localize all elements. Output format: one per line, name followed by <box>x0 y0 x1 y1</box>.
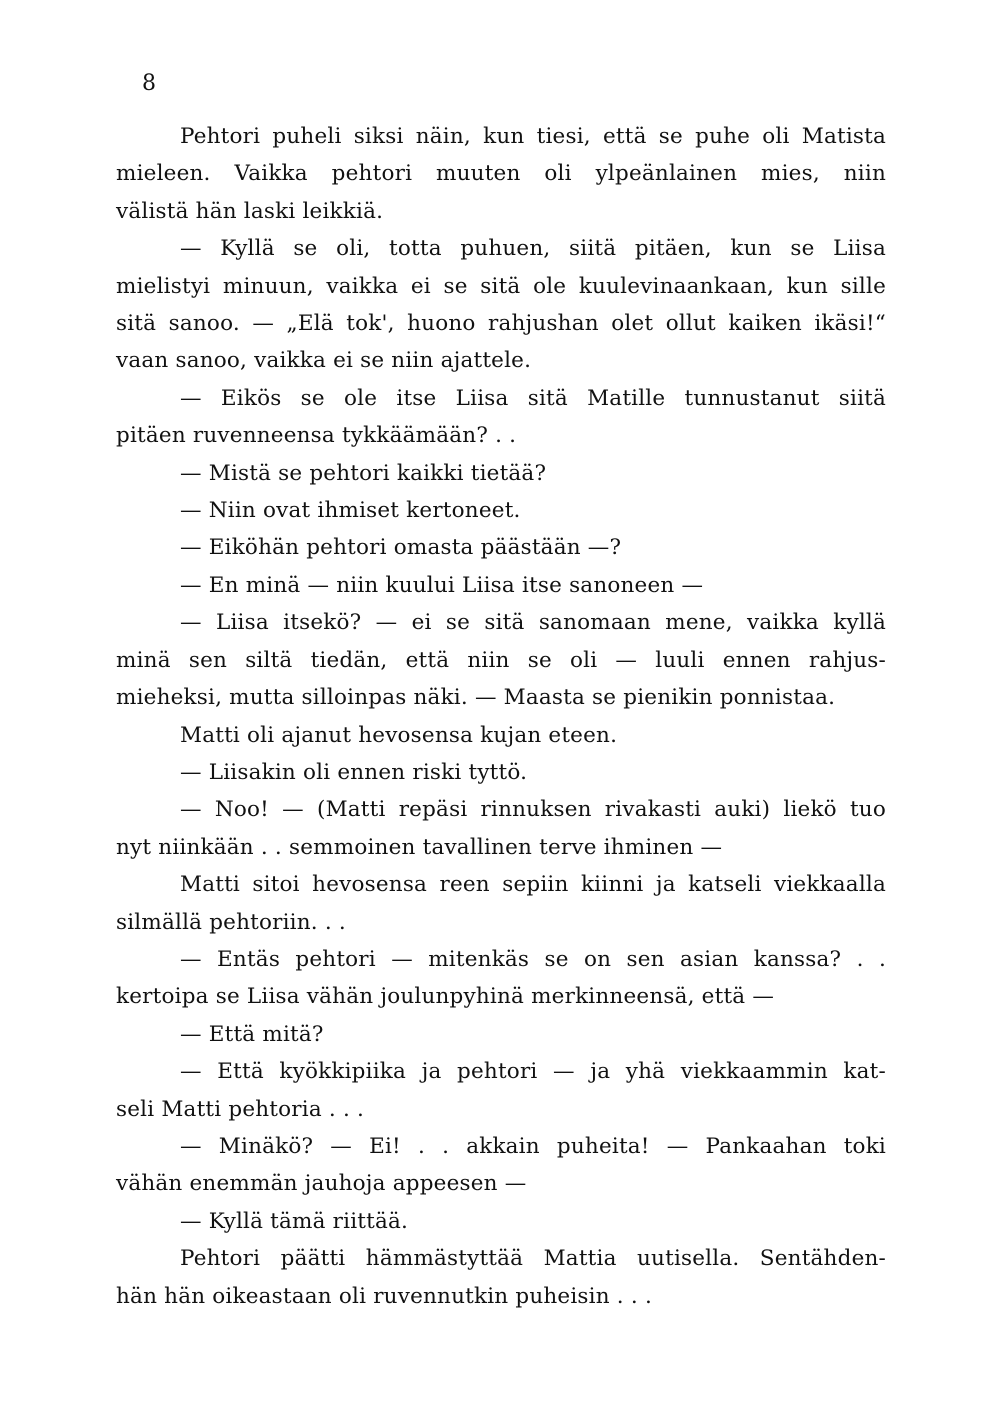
paragraph <box>116 492 886 529</box>
text-line: vähän enemmän jauhoja appeesen — <box>116 1171 527 1197</box>
text-line: — Niin ovat ihmiset kertoneet. <box>180 498 521 524</box>
text-line: — Entäs pehtori — mitenkäs se on sen asian kanssa? . . <box>180 946 886 972</box>
text-line: — En minä — niin kuului Liisa itse sanoneen — <box>180 572 704 598</box>
text-line: — Mistä se pehtori kaikki tietää? <box>180 460 547 486</box>
paragraph <box>116 1016 886 1053</box>
paragraph <box>116 1128 886 1203</box>
text-line: välistä hän laski leikkiä. <box>116 198 384 224</box>
text-line: seli Matti pehtoria . . . <box>116 1096 365 1122</box>
text-line: — Että kyökkipiika ja pehtori — ja yhä viekkaammin kat- <box>180 1059 886 1085</box>
paragraph <box>116 230 886 380</box>
text-line: Matti oli ajanut hevosensa kujan eteen. <box>180 722 618 748</box>
paragraph <box>116 604 886 716</box>
paragraph <box>116 1203 886 1240</box>
paragraph <box>116 1240 886 1315</box>
paragraph <box>116 717 886 754</box>
paragraph <box>116 455 886 492</box>
text-line: silmällä pehtoriin. . . <box>116 909 346 935</box>
text-line: nyt niinkään . . semmoinen tavallinen terve ihminen — <box>116 834 723 860</box>
text-line: — Liisakin oli ennen riski tyttö. <box>180 759 528 785</box>
paragraph <box>116 567 886 604</box>
text-line: pitäen ruvenneensa tykkäämään? . . <box>116 423 517 449</box>
text-line: — Liisa itsekö? — ei se sitä sanomaan mene, vaikka kyllä <box>180 610 886 636</box>
text-line: vaan sanoo, vaikka ei se niin ajattele. <box>116 348 532 374</box>
page-number: 8 <box>142 71 156 96</box>
text-line: — Eiköhän pehtori omasta päästään —? <box>180 535 622 561</box>
paragraph <box>116 754 886 791</box>
text-line: — Noo! — (Matti repäsi rinnuksen rivakasti auki) liekö tuo <box>180 797 886 823</box>
text-line: Pehtori päätti hämmästyttää Mattia uutisella. Sentähden- <box>180 1246 886 1272</box>
text-line: — Minäkö? — Ei! . . akkain puheita! — Pankaahan toki <box>180 1133 886 1159</box>
text-line: — Kyllä tämä riittää. <box>180 1208 409 1234</box>
text-line: — Että mitä? <box>180 1021 324 1047</box>
text-line: mieheksi, mutta silloinpas näki. — Maasta se pienikin ponnistaa. <box>116 685 836 711</box>
text-line: mielistyi minuun, vaikka ei se sitä ole kuulevinaankaan, kun sille <box>116 273 886 299</box>
body-text <box>116 118 886 1315</box>
paragraph <box>116 866 886 941</box>
text-line: Matti sitoi hevosensa reen sepiin kiinni ja katseli viekkaalla <box>180 872 886 898</box>
text-line: — Eikös se ole itse Liisa sitä Matille tunnustanut siitä <box>180 385 886 411</box>
paragraph <box>116 118 886 230</box>
text-line: — Kyllä se oli, totta puhuen, siitä pitäen, kun se Liisa <box>180 236 886 262</box>
text-line: mieleen. Vaikka pehtori muuten oli ylpeänlainen mies, niin <box>116 161 886 187</box>
paragraph <box>116 1053 886 1128</box>
text-line: hän hän oikeastaan oli ruvennutkin puheisin . . . <box>116 1283 652 1309</box>
paragraph <box>116 791 886 866</box>
paragraph <box>116 380 886 455</box>
text-line: sitä sanoo. — „Elä tok', huono rahjushan olet ollut kaiken ikäsi!“ <box>116 311 886 337</box>
paragraph <box>116 529 886 566</box>
text-line: Pehtori puheli siksi näin, kun tiesi, että se puhe oli Matista <box>180 124 886 149</box>
text-line: kertoipa se Liisa vähän joulunpyhinä merkinneensä, että — <box>116 984 775 1010</box>
text-line: minä sen siltä tiedän, että niin se oli — luuli ennen rahjus- <box>116 647 886 673</box>
paragraph <box>116 941 886 1016</box>
